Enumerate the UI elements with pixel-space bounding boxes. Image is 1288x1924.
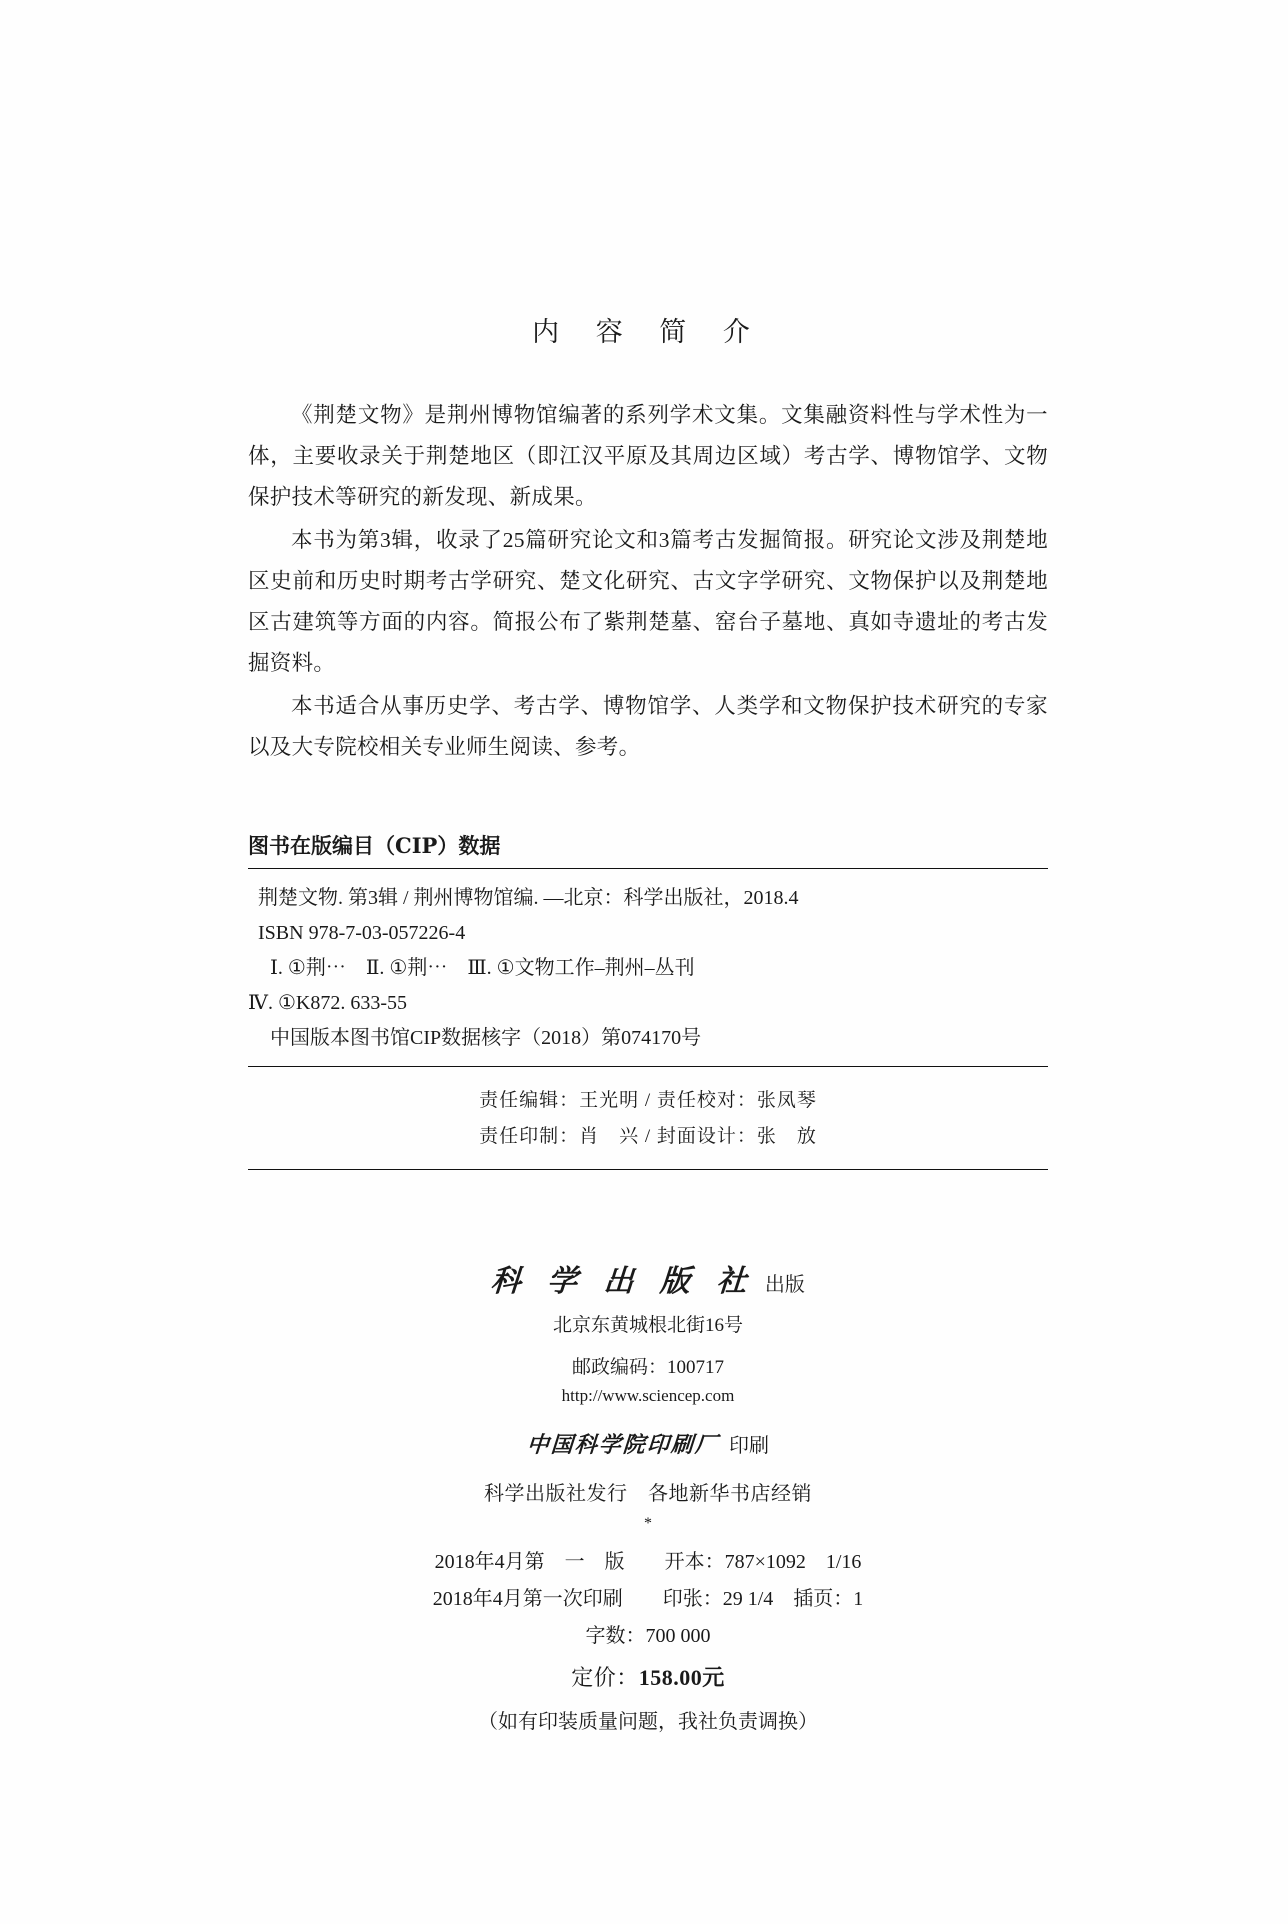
publisher-url[interactable]: http://www.sciencep.com	[561, 1386, 735, 1405]
staff-credits	[248, 1067, 1048, 1169]
credit-line: 责任编辑：王光明 / 责任校对：张凤琴	[479, 1090, 817, 1111]
abstract-paragraph: 本书适合从事历史学、考古学、博物馆学、人类学和文物保护技术研究的专家以及大专院校相关专业师生阅读、参考。	[248, 694, 1048, 759]
detail-row: 2018年4月第 一 版 开本：787×1092 1/16	[434, 1551, 862, 1573]
price-row	[248, 1659, 1048, 1696]
printer-suffix: 印刷	[729, 1435, 769, 1457]
price-value: 158.00元	[638, 1665, 725, 1690]
detail-row: 2018年4月第一次印刷 印张：29 1/4 插页：1	[432, 1588, 864, 1610]
detail-row: 字数：700 000	[585, 1625, 711, 1647]
printing-details	[248, 1544, 1048, 1741]
distribution-line: 科学出版社发行 各地新华书店经销	[484, 1483, 812, 1505]
credit-line: 责任印制：肖 兴 / 封面设计：张 放	[479, 1126, 817, 1147]
publisher-name-suffix: 出版	[764, 1274, 805, 1296]
printer-name: 中国科学院印刷厂	[526, 1432, 720, 1457]
cip-line: ISBN 978-7-03-057226-4	[258, 922, 466, 944]
abstract-body	[248, 395, 1048, 768]
separator-asterisk: *	[644, 1515, 652, 1532]
cip-line: 荆楚文物. 第3辑 / 荆州博物馆编. —北京：科学出版社，2018.4	[258, 887, 799, 909]
publisher-name: 科 学 出 版 社	[489, 1264, 756, 1299]
cip-lines	[248, 869, 1048, 1066]
cip-line: 中国版本图书馆CIP数据核字（2018）第074170号	[270, 1027, 702, 1049]
abstract-paragraph: 本书为第3辑，收录了25篇研究论文和3篇考古发掘简报。研究论文涉及荆楚地区史前和历史时期考古学研究、楚文化研究、古文字学研究、文物保护以及荆楚地区古建筑等方面的内容。简报公布了紫荆楚墓、窑台子墓地、真如寺遗址的考古发掘资料。	[248, 528, 1048, 675]
printer-row	[248, 1428, 1048, 1459]
cip-block	[248, 830, 1048, 1170]
publisher-address: 北京东黄城根北街16号	[552, 1315, 743, 1336]
cip-line: Ⅳ. ①K872. 633-55	[248, 992, 408, 1014]
publisher-postcode: 邮政编码：100717	[571, 1357, 724, 1378]
abstract-paragraph: 《荆楚文物》是荆州博物馆编著的系列学术文集。文集融资料性与学术性为一体，主要收录关于荆楚地区（即江汉平原及其周边区域）考古学、博物馆学、文物保护技术等研究的新发现、新成果。	[248, 403, 1048, 509]
cip-line: Ⅰ. ①荆⋯ Ⅱ. ①荆⋯ Ⅲ. ①文物工作–荆州–丛刊	[270, 957, 695, 979]
publisher-name-row	[248, 1256, 1048, 1300]
abstract-heading: 内 容 简 介	[532, 317, 764, 348]
page-content	[248, 0, 1048, 1741]
quality-note: （如有印装质量问题，我社负责调换）	[478, 1711, 818, 1733]
publisher-block	[248, 1256, 1048, 1532]
cip-heading: 图书在版编目（CIP）数据	[248, 833, 501, 858]
credits-bottom-rule	[248, 1169, 1048, 1170]
price-label: 定价：	[571, 1665, 639, 1690]
